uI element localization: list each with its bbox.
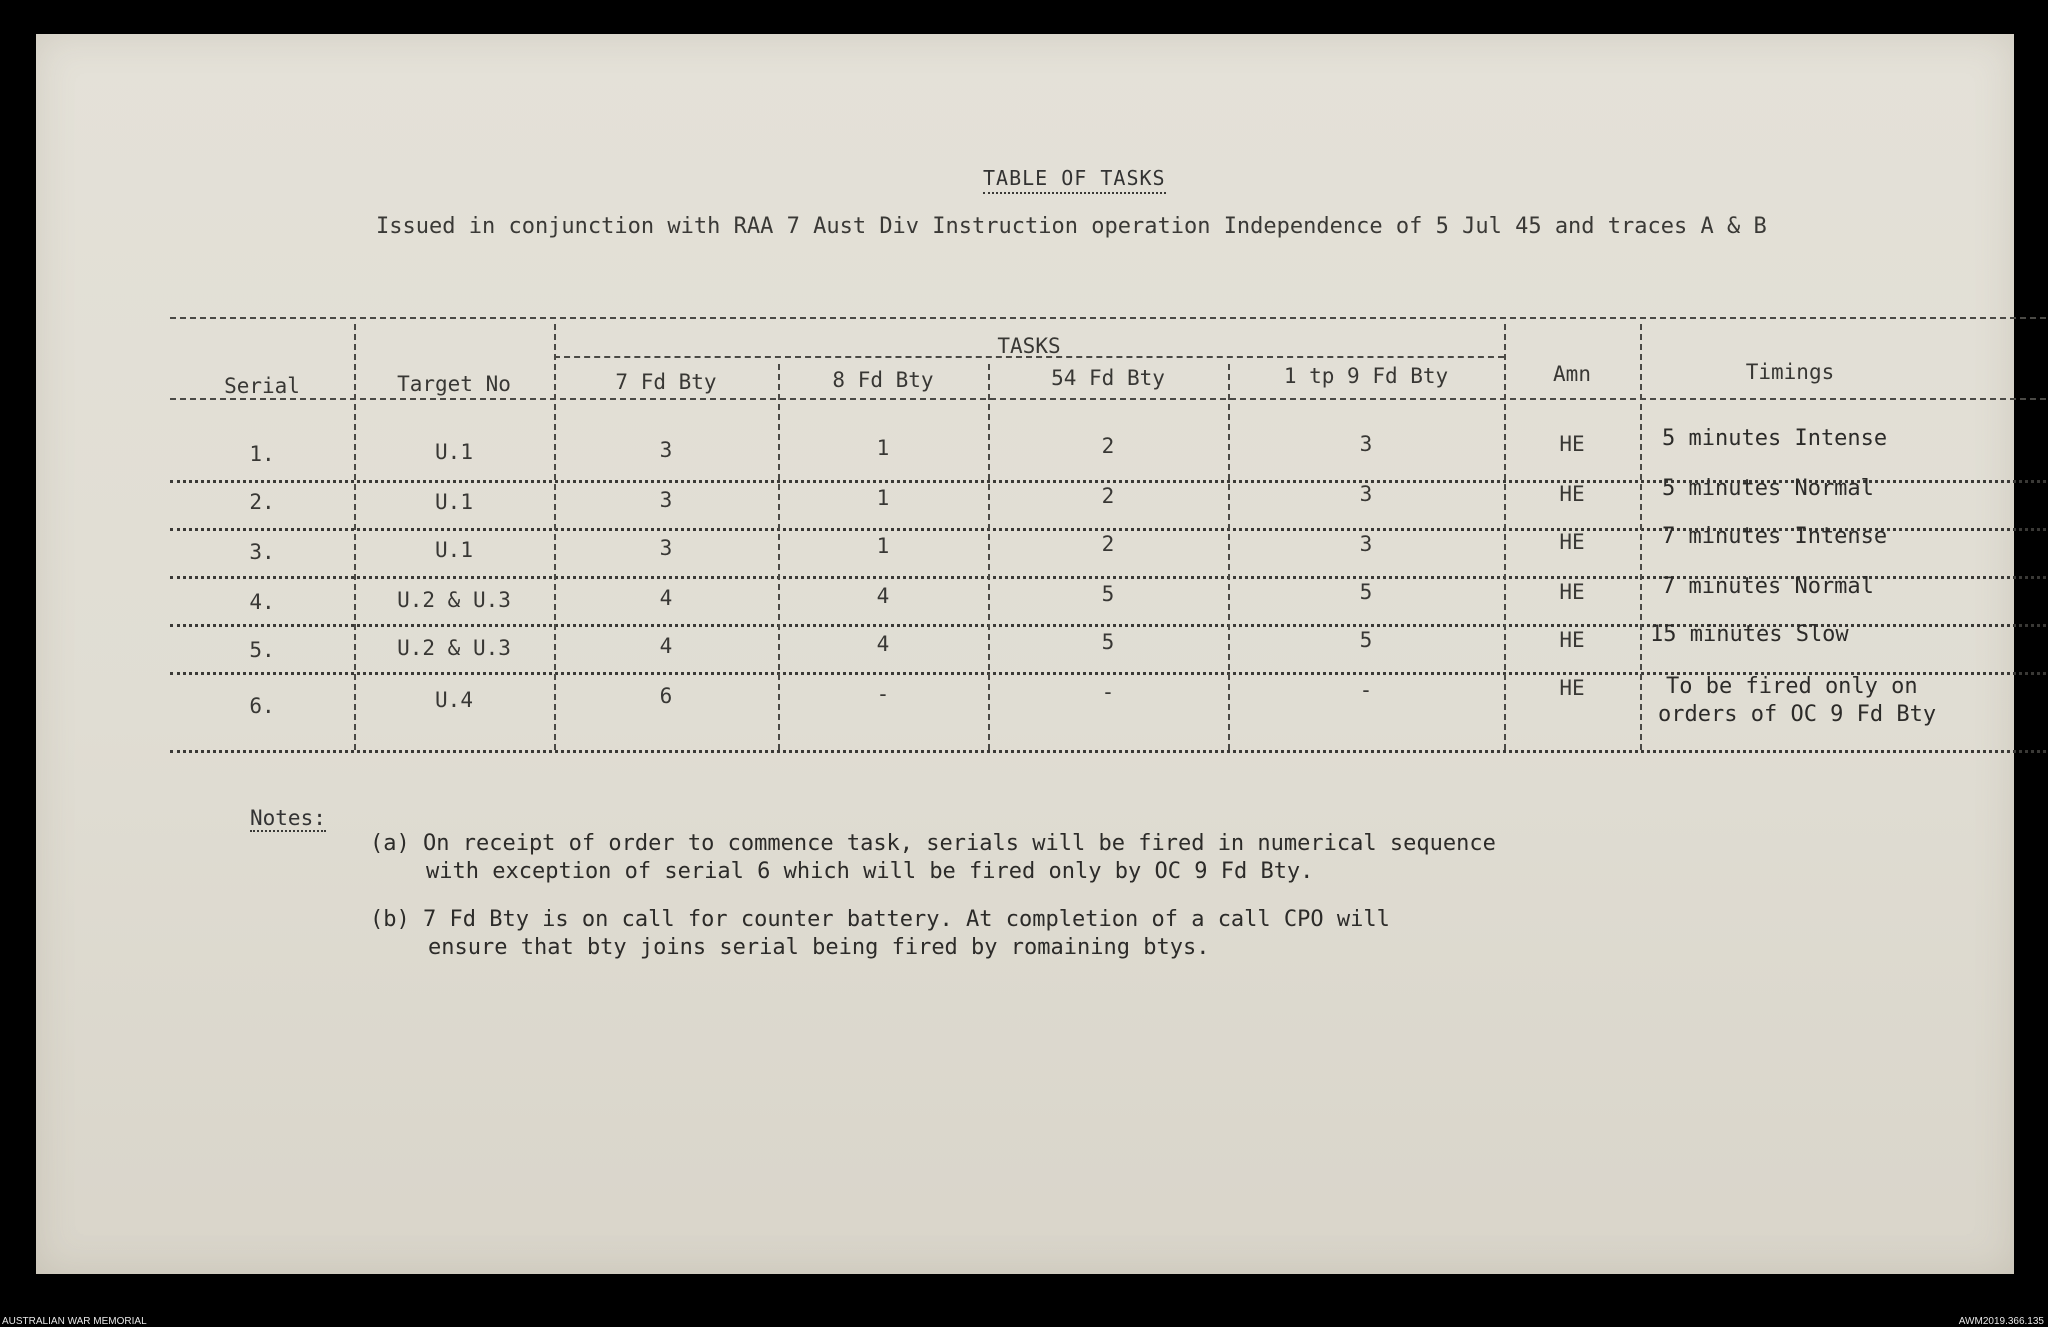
cell-amn: HE [1559,580,1585,604]
column-divider [1640,324,1642,750]
cell-amn: HE [1559,530,1585,554]
cell-54-fd-bty: 5 [1101,630,1115,654]
footer-accession-number: AWM2019.366.135 [1958,1316,2044,1327]
header-7-fd-bty: 7 Fd Bty [615,370,717,394]
cell-54-fd-bty: 2 [1101,434,1115,458]
cell-timing: 5 minutes Intense [1662,426,1888,451]
footer-archive-name: AUSTRALIAN WAR MEMORIAL [2,1316,147,1327]
document-page [36,34,2014,1274]
cell-1-tp-9-fd-bty: 5 [1359,628,1373,652]
cell-7-fd-bty: 3 [659,438,673,462]
header-timings: Timings [1745,360,1835,384]
cell-timing: 5 minutes Normal [1662,476,1874,501]
header-serial: Serial [224,374,300,398]
cell-timing: To be fired only on [1666,674,1918,699]
table-top-rule [170,317,2046,319]
cell-8-fd-bty: 1 [876,436,890,460]
cell-serial: 4. [249,590,275,614]
cell-1-tp-9-fd-bty: - [1359,678,1373,702]
note-a-line2: with exception of serial 6 which will be fired only by OC 9 Fd Bty. [426,859,1314,884]
note-a-line1: (a) On receipt of order to commence task, serials will be fired in numerical sequence [370,831,1496,856]
cell-1-tp-9-fd-bty: 3 [1359,432,1373,456]
cell-target: U.1 [435,538,473,562]
header-tasks: TASKS [997,334,1061,358]
notes-label: Notes: [250,806,326,830]
cell-7-fd-bty: 3 [659,488,673,512]
cell-8-fd-bty: 4 [876,632,890,656]
cell-amn: HE [1559,482,1585,506]
header-1-tp-9-fd-bty: 1 tp 9 Fd Bty [1283,364,1449,388]
header-8-fd-bty: 8 Fd Bty [832,368,934,392]
cell-target: U.2 & U.3 [397,588,511,612]
cell-54-fd-bty: 5 [1101,582,1115,606]
header-bottom-rule [170,398,2046,400]
cell-timing: 7 minutes Intense [1662,524,1888,549]
cell-amn: HE [1559,628,1585,652]
cell-1-tp-9-fd-bty: 3 [1359,532,1373,556]
cell-7-fd-bty: 4 [659,634,673,658]
cell-serial: 3. [249,540,275,564]
cell-8-fd-bty: - [876,682,890,706]
header-54-fd-bty: 54 Fd Bty [1051,366,1165,390]
cell-target: U.2 & U.3 [397,636,511,660]
cell-serial: 2. [249,490,275,514]
cell-54-fd-bty: 2 [1101,484,1115,508]
header-amn: Amn [1553,362,1591,386]
header-target-no: Target No [397,372,511,396]
cell-7-fd-bty: 6 [659,684,673,708]
cell-8-fd-bty: 1 [876,486,890,510]
document-subtitle: Issued in conjunction with RAA 7 Aust Div Instruction operation Independence of 5 Jul 45 and traces A & B [376,214,1767,239]
cell-1-tp-9-fd-bty: 3 [1359,482,1373,506]
cell-54-fd-bty: - [1101,680,1115,704]
document-title: TABLE OF TASKS [983,166,1166,194]
cell-1-tp-9-fd-bty: 5 [1359,580,1373,604]
note-b-line2: ensure that bty joins serial being fired by romaining btys. [428,935,1210,960]
cell-timing-line2: orders of OC 9 Fd Bty [1658,702,1937,727]
table-bottom-rule [170,750,2046,753]
cell-target: U.1 [435,440,473,464]
cell-amn: HE [1559,432,1585,456]
cell-target: U.4 [435,688,473,712]
cell-target: U.1 [435,490,473,514]
cell-timing: 7 minutes Normal [1662,574,1874,599]
cell-8-fd-bty: 1 [876,534,890,558]
cell-7-fd-bty: 3 [659,536,673,560]
cell-54-fd-bty: 2 [1101,532,1115,556]
cell-7-fd-bty: 4 [659,586,673,610]
note-b-line1: (b) 7 Fd Bty is on call for counter battery. At completion of a call CPO will [370,907,1390,932]
cell-serial: 5. [249,638,275,662]
cell-8-fd-bty: 4 [876,584,890,608]
cell-serial: 6. [249,694,275,718]
cell-serial: 1. [249,442,275,466]
cell-amn: HE [1559,676,1585,700]
cell-timing: 15 minutes Slow [1650,622,1849,647]
